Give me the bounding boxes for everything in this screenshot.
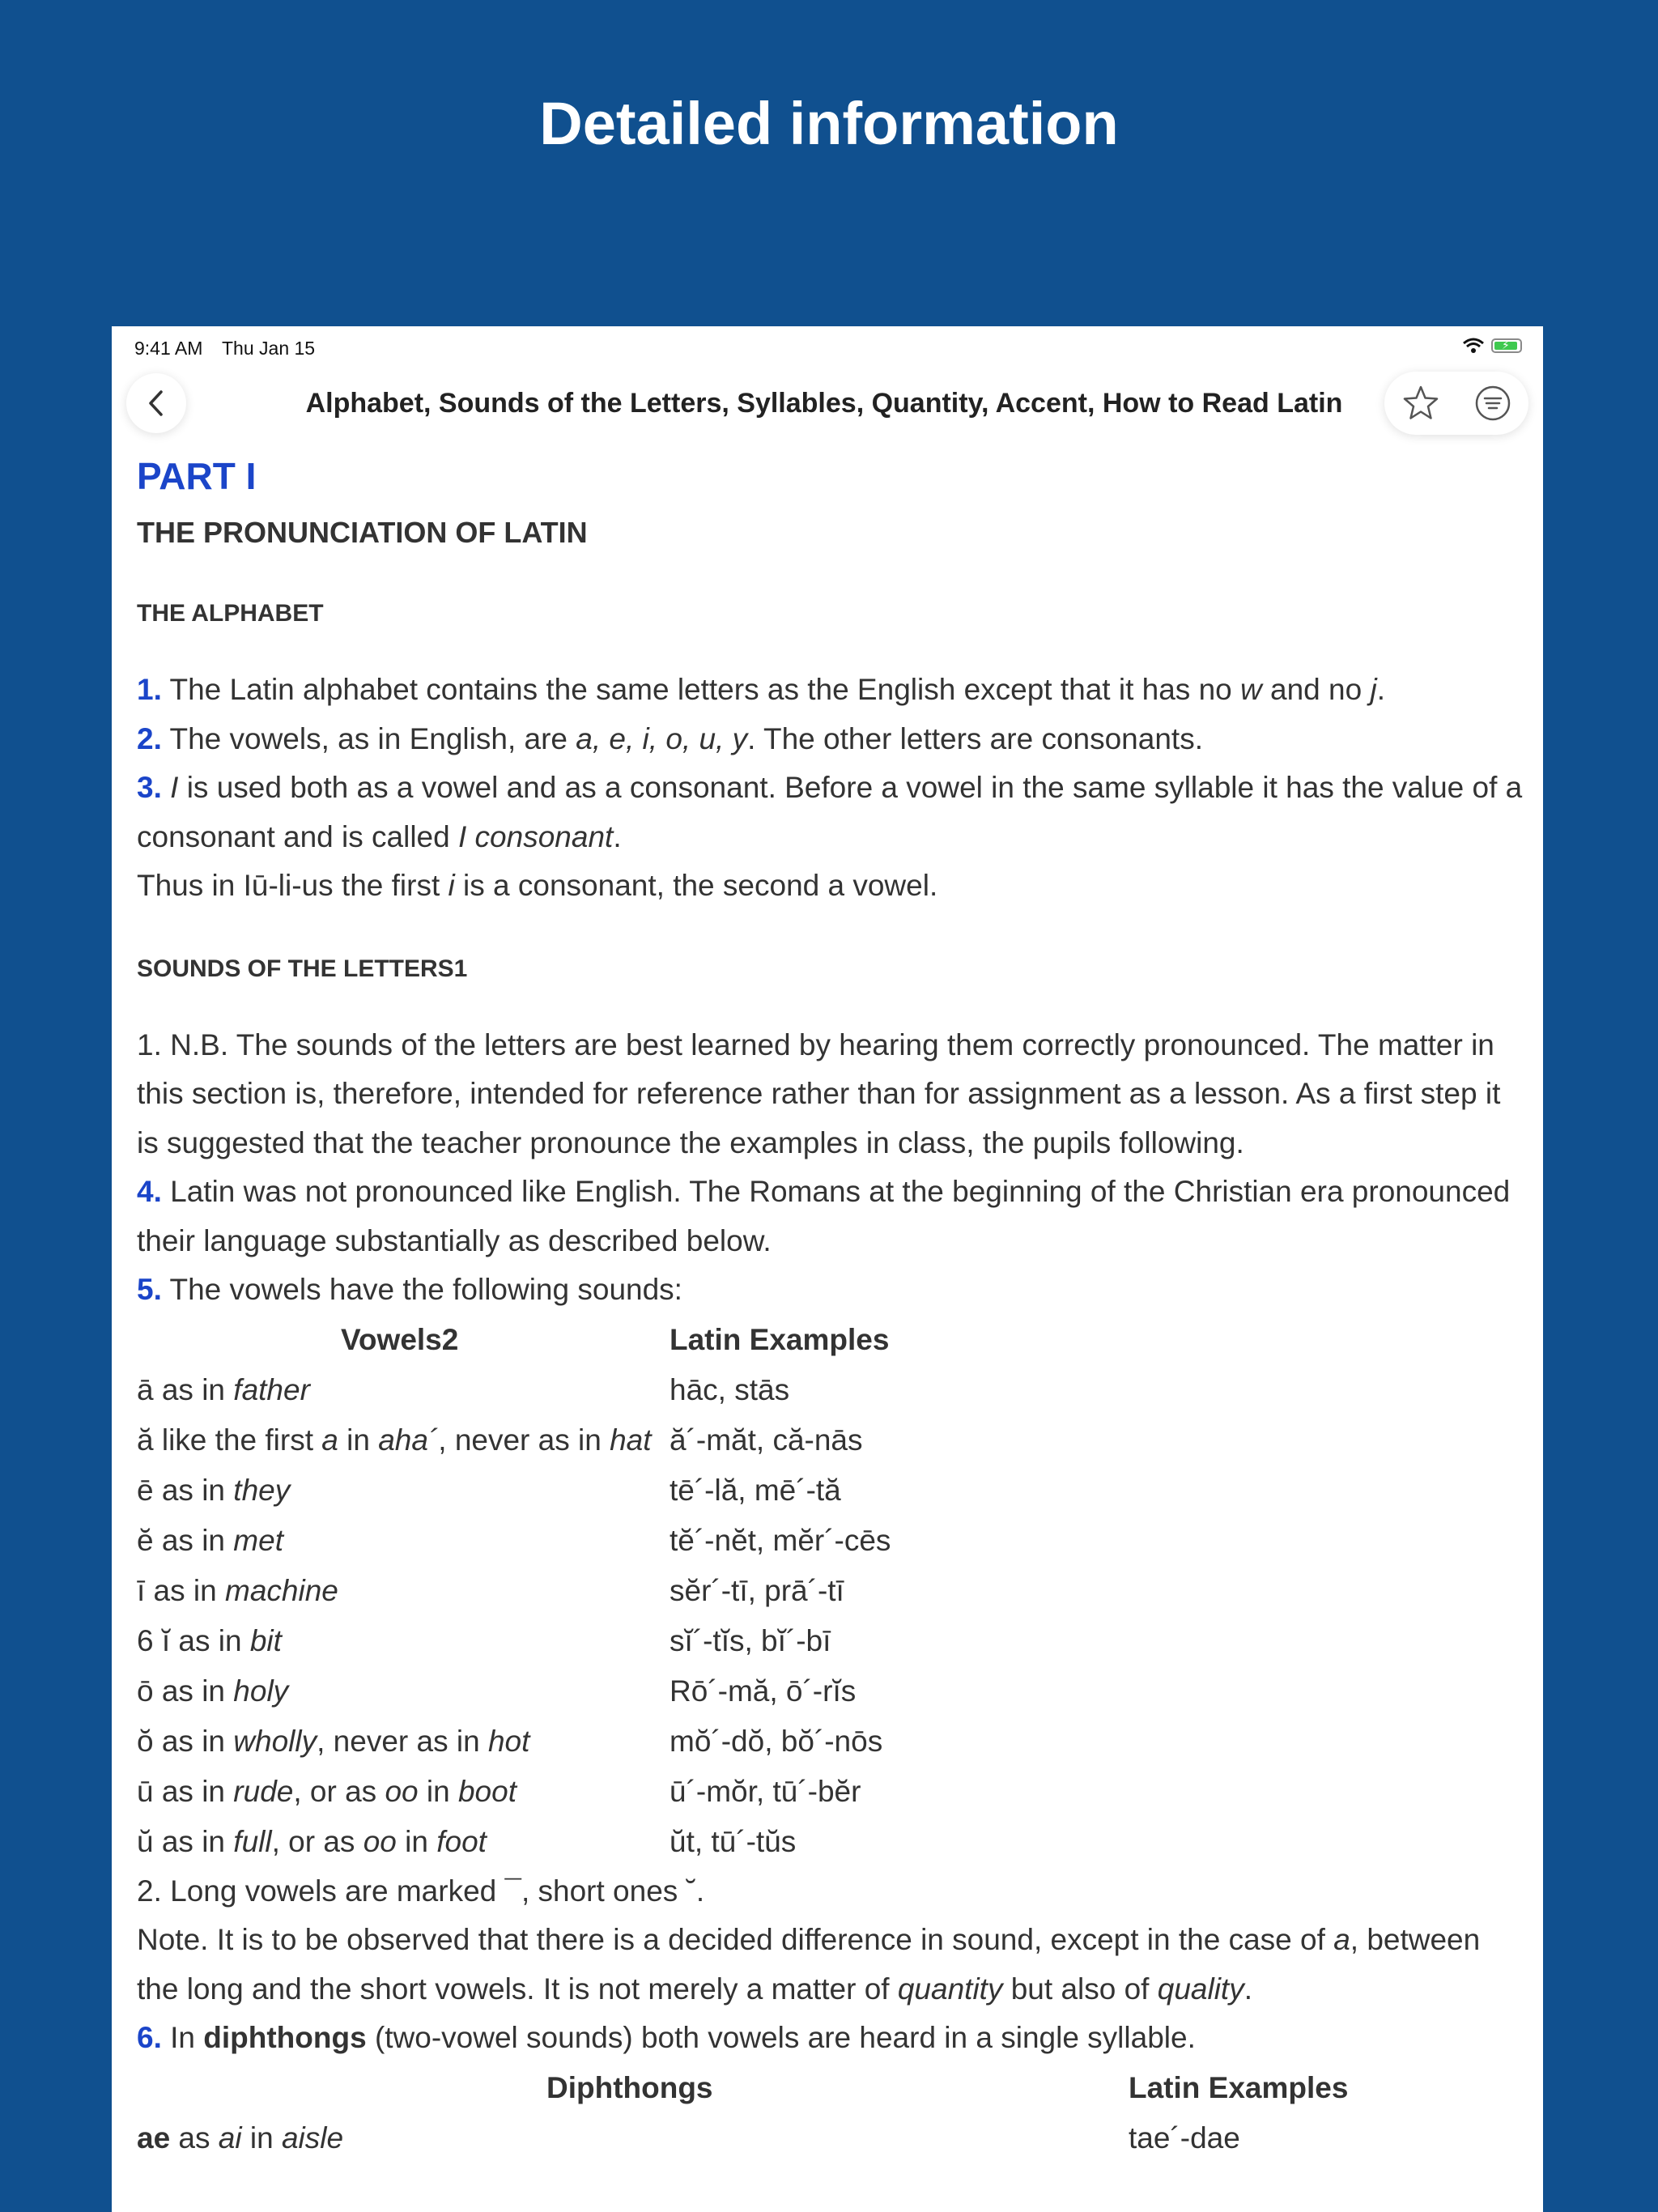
paragraph-3: 3. I is used both as a vowel and as a consonant. Before a vowel in the same syllable it has the value of a consonant and is called I consonant. — [137, 771, 1523, 853]
status-time: 9:41 AM — [134, 338, 203, 359]
device-screen — [112, 326, 1543, 2212]
paragraph-1: 1. The Latin alphabet contains the same letters as the English except that it has no w and no j. — [137, 673, 1385, 706]
nav-bar — [112, 367, 1543, 445]
diphthongs-table-header — [137, 2063, 1529, 2113]
part-title: PART I — [137, 455, 257, 497]
status-icons — [1462, 338, 1522, 354]
page-title: Alphabet, Sounds of the Letters, Syllables, Quantity, Accent, How to Read Latin — [305, 388, 1343, 419]
diphthongs-header: Diphthongs — [546, 2070, 713, 2104]
chevron-left-icon — [144, 387, 168, 419]
table-row: 6 ĭ as in bit sĭ´-tĭs, bĭ´-bī — [137, 1623, 831, 1657]
table-row: ō as in holy Rō´-mă, ō´-rĭs — [137, 1674, 857, 1708]
table-row: ă like the first a in aha´, never as in hat ă´-măt, că-nās — [137, 1423, 863, 1457]
star-icon — [1401, 384, 1440, 423]
table-row: ĕ as in met tĕ´-nĕt, mĕr´-cēs — [137, 1523, 891, 1557]
back-button[interactable] — [126, 373, 186, 433]
status-date: Thu Jan 15 — [222, 338, 316, 359]
nb-paragraph: 1. N.B. The sounds of the letters are best learned by hearing them correctly pronounced. The matter in this section is, therefore, intended for reference rather than for assignment as a lesson. As a first step it is suggested that the teacher pronounce the examples in class, the pupils following. — [137, 1027, 1501, 1159]
favorite-button[interactable] — [1397, 379, 1445, 428]
vowels-table — [137, 1315, 1529, 1867]
alphabet-heading: THE ALPHABET — [137, 600, 324, 627]
table-row: ŭ as in full, or as oo in foot ŭt, tū´-tŭs — [137, 1824, 797, 1858]
table-row: ē as in they tē´-lă, mē´-tă — [137, 1473, 841, 1507]
table-row: ū as in rude, or as oo in boot ū´-mŏr, tū´-bĕr — [137, 1774, 861, 1808]
battery-icon: ⚡ — [1491, 338, 1522, 353]
status-bar — [112, 326, 1543, 367]
paragraph-2: 2. The vowels, as in English, are a, e, i, o, u, y. The other letters are consonants. — [137, 721, 1203, 755]
table-row: ae as ai in aisle tae´-dae — [137, 2121, 1240, 2155]
paragraph-4: 4. Latin was not pronounced like English. The Romans at the beginning of the Christian era pronounced their language substantially as described below. — [137, 1175, 1511, 1257]
paragraph-5: 5. The vowels have the following sounds: — [137, 1273, 682, 1306]
paragraph-6: 6. In diphthongs (two-vowel sounds) both vowels are heard in a single syllable. — [137, 2021, 1196, 2054]
examples-header: Latin Examples — [670, 1322, 890, 1356]
article-content — [137, 452, 1529, 2163]
menu-button[interactable] — [1469, 379, 1517, 428]
table-row: ī as in machine sĕr´-tī, prā´-tī — [137, 1573, 844, 1607]
filter-list-icon — [1474, 385, 1511, 422]
nav-actions — [1384, 372, 1528, 435]
note-paragraph: Note. It is to be observed that there is a decided difference in sound, except in the case of a, between the long and the short vowels. It is not merely a matter of quantity but also of quality. — [137, 1923, 1481, 2006]
table-row: ā as in father hāc, stās — [137, 1372, 790, 1406]
paragraph-3b: Thus in Iū-li-us the first i is a consonant, the second a vowel. — [137, 869, 938, 902]
table-row: ŏ as in wholly, never as in hot mŏ´-dŏ, bŏ´-nōs — [137, 1724, 883, 1758]
diph-examples-header: Latin Examples — [1129, 2070, 1349, 2104]
vowels-table-header — [137, 1315, 1529, 1365]
section-heading: THE PRONUNCIATION OF LATIN — [137, 516, 588, 549]
vowels-header: Vowels2 — [341, 1322, 459, 1356]
marked-paragraph: 2. Long vowels are marked ¯, short ones ˘. — [137, 1874, 705, 1908]
diphthongs-table — [137, 2063, 1529, 2163]
wifi-icon — [1462, 338, 1485, 354]
sounds-heading: SOUNDS OF THE LETTERS1 — [137, 955, 468, 982]
banner-title: Detailed information — [539, 90, 1119, 157]
